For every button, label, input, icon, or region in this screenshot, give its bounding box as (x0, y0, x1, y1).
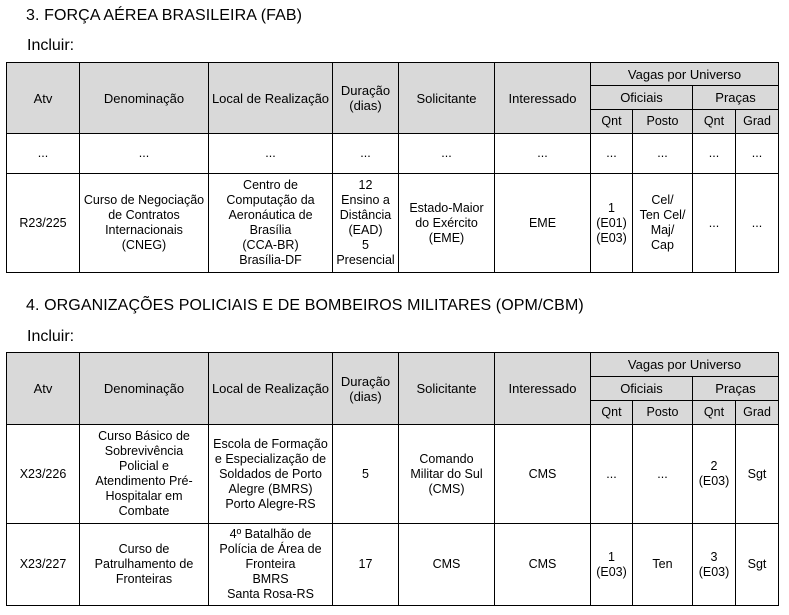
header-solicitante: Solicitante (399, 63, 495, 134)
cell-oficiais-posto: ... (633, 134, 693, 174)
header-duracao: Duração (dias) (333, 353, 399, 425)
header-interessado: Interessado (495, 63, 591, 134)
cell-denominacao: Curso de Negociação de Contratos Internacionais (CNEG) (80, 174, 209, 273)
header-oficiais-qnt: Qnt (591, 110, 633, 134)
cell-oficiais-qnt: 1 (E03) (591, 524, 633, 606)
cell-solicitante: Comando Militar do Sul (CMS) (399, 425, 495, 524)
cell-pracas-qnt: ... (693, 134, 736, 174)
cell-oficiais-qnt: ... (591, 134, 633, 174)
cell-atv: X23/227 (7, 524, 80, 606)
cell-local: 4º Batalhão de Polícia de Área de Fronteira BMRS Santa Rosa-RS (209, 524, 333, 606)
section-title-opm-cbm: 4. ORGANIZAÇÕES POLICIAIS E DE BOMBEIROS MILITARES (OPM/CBM) (26, 297, 584, 314)
cell-oficiais-posto: Ten (633, 524, 693, 606)
header-duracao: Duração (dias) (333, 63, 399, 134)
header-vagas: Vagas por Universo (591, 353, 779, 377)
cell-solicitante: ... (399, 134, 495, 174)
cell-denominacao: Curso de Patrulhamento de Fronteiras (80, 524, 209, 606)
table-row (7, 524, 779, 606)
cell-duracao: 5 (333, 425, 399, 524)
table-row (7, 425, 779, 524)
cell-interessado: CMS (495, 524, 591, 606)
cell-interessado: ... (495, 134, 591, 174)
table-fab (6, 62, 779, 273)
cell-pracas-qnt: ... (693, 174, 736, 273)
header-denominacao: Denominação (80, 63, 209, 134)
header-pracas-qnt: Qnt (693, 110, 736, 134)
header-pracas: Praças (693, 377, 779, 401)
header-oficiais-posto: Posto (633, 401, 693, 425)
table-row (7, 174, 779, 273)
cell-local: Escola de Formação e Especialização de Soldados de Porto Alegre (BMRS) Porto Alegre-RS (209, 425, 333, 524)
cell-oficiais-qnt: ... (591, 425, 633, 524)
header-local: Local de Realização (209, 353, 333, 425)
cell-pracas-grad: Sgt (736, 425, 779, 524)
header-oficiais: Oficiais (591, 86, 693, 110)
section-subtitle-opm-cbm: Incluir: (27, 328, 75, 345)
cell-duracao: ... (333, 134, 399, 174)
header-local: Local de Realização (209, 63, 333, 134)
header-pracas-grad: Grad (736, 401, 779, 425)
header-oficiais-posto: Posto (633, 110, 693, 134)
cell-duracao: 12 Ensino a Distância (EAD) 5 Presencial (333, 174, 399, 273)
cell-interessado: CMS (495, 425, 591, 524)
header-pracas-qnt: Qnt (693, 401, 736, 425)
header-oficiais-qnt: Qnt (591, 401, 633, 425)
table-row (7, 134, 779, 174)
header-pracas: Praças (693, 86, 779, 110)
cell-solicitante: Estado-Maior do Exército (EME) (399, 174, 495, 273)
cell-solicitante: CMS (399, 524, 495, 606)
cell-atv: X23/226 (7, 425, 80, 524)
cell-local: Centro de Computação da Aeronáutica de Brasília (CCA-BR) Brasília-DF (209, 174, 333, 273)
header-denominacao: Denominação (80, 353, 209, 425)
table-opm-cbm (6, 352, 779, 606)
header-vagas: Vagas por Universo (591, 63, 779, 86)
cell-atv: ... (7, 134, 80, 174)
cell-pracas-grad: Sgt (736, 524, 779, 606)
cell-oficiais-posto: Cel/ Ten Cel/ Maj/ Cap (633, 174, 693, 273)
section-title-fab: 3. FORÇA AÉREA BRASILEIRA (FAB) (26, 7, 303, 24)
cell-pracas-grad: ... (736, 134, 779, 174)
cell-atv: R23/225 (7, 174, 80, 273)
cell-oficiais-qnt: 1 (E01) (E03) (591, 174, 633, 273)
cell-denominacao: ... (80, 134, 209, 174)
header-atv: Atv (7, 353, 80, 425)
cell-interessado: EME (495, 174, 591, 273)
cell-denominacao: Curso Básico de Sobrevivência Policial e Atendimento Pré- Hospitalar em Combate (80, 425, 209, 524)
header-interessado: Interessado (495, 353, 591, 425)
header-solicitante: Solicitante (399, 353, 495, 425)
cell-pracas-grad: ... (736, 174, 779, 273)
cell-duracao: 17 (333, 524, 399, 606)
cell-local: ... (209, 134, 333, 174)
header-pracas-grad: Grad (736, 110, 779, 134)
header-oficiais: Oficiais (591, 377, 693, 401)
header-atv: Atv (7, 63, 80, 134)
cell-oficiais-posto: ... (633, 425, 693, 524)
cell-pracas-qnt: 3 (E03) (693, 524, 736, 606)
cell-pracas-qnt: 2 (E03) (693, 425, 736, 524)
section-subtitle-fab: Incluir: (27, 37, 75, 54)
